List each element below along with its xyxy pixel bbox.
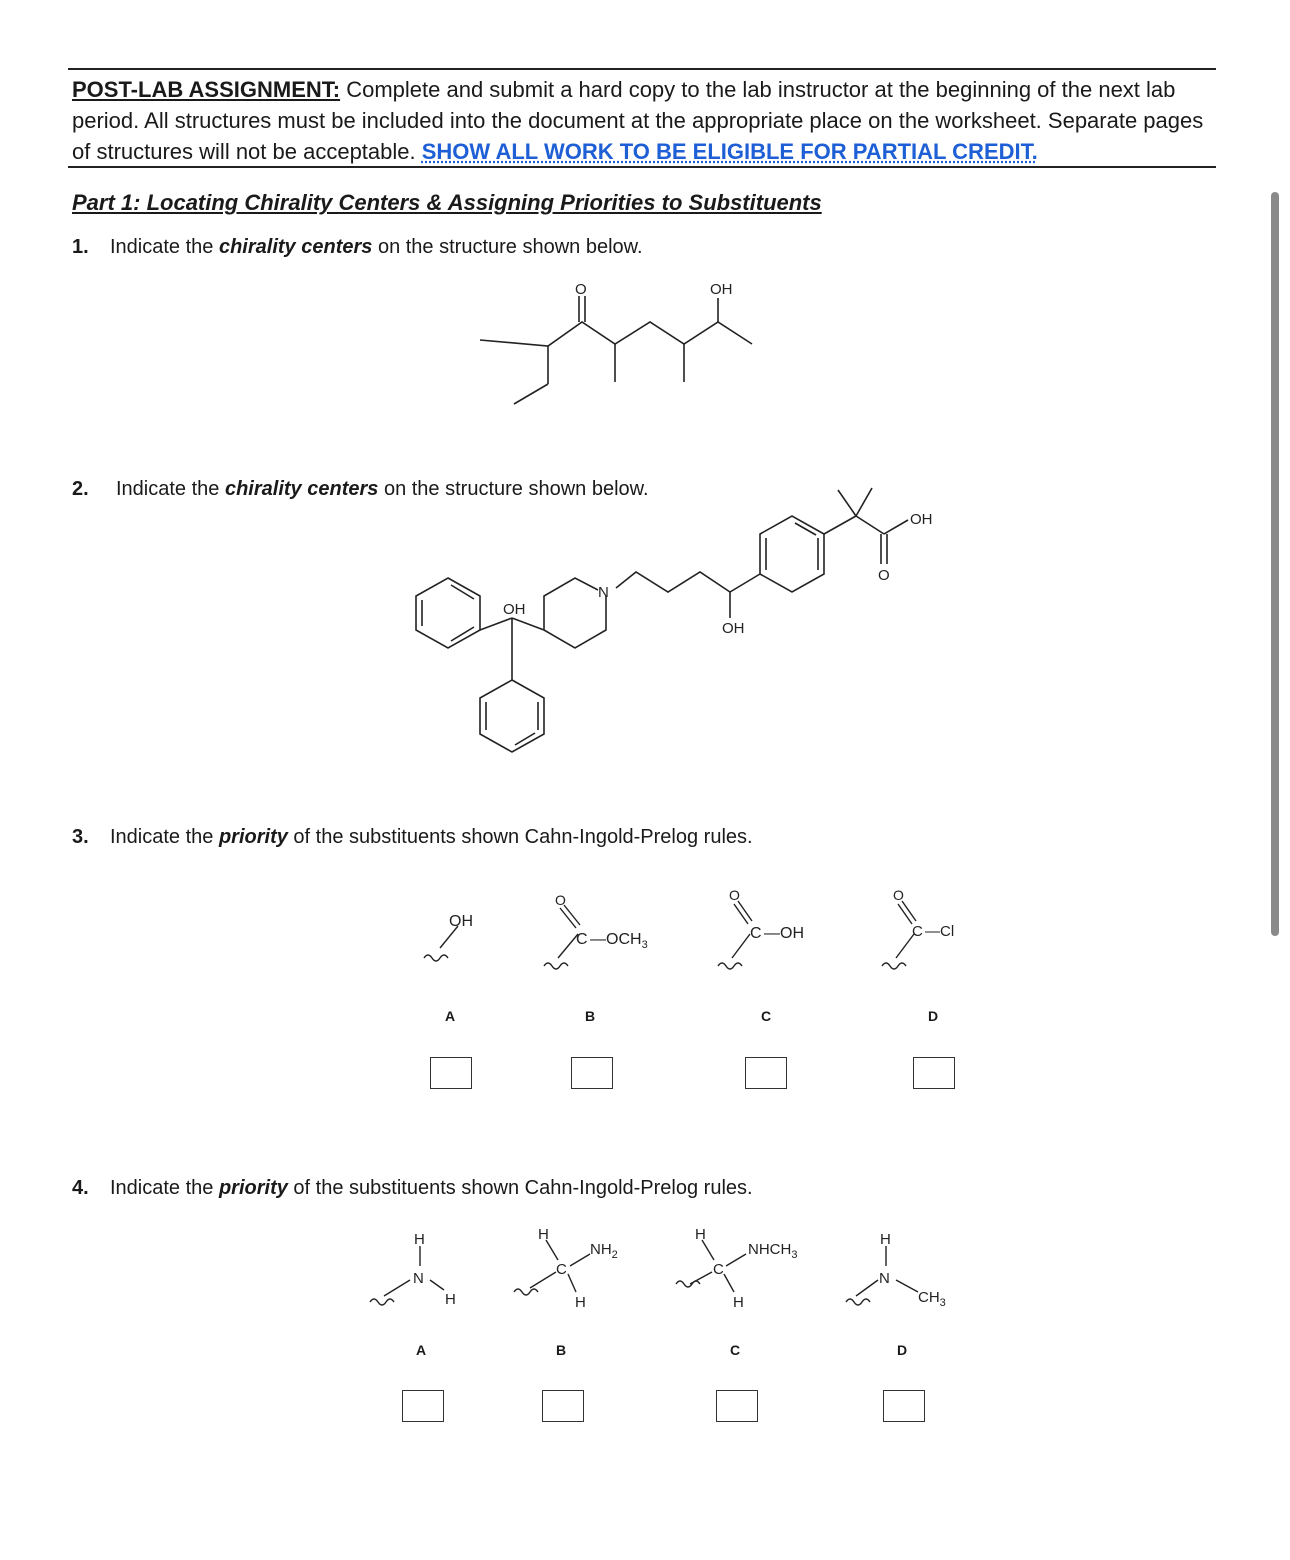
top-rule [68, 68, 1216, 70]
question-1-emphasis: chirality centers [218, 236, 373, 258]
q3-label-d: D [928, 1008, 939, 1024]
q3-c-oxygen: O [729, 887, 740, 903]
q4-b-amine-text: NH [590, 1241, 612, 1258]
q4-d-methyl [918, 1289, 946, 1309]
question-3 [72, 826, 753, 849]
q4-b-hydrogen-1: H [538, 1226, 549, 1243]
question-3-number: 3. [72, 826, 89, 848]
question-1-post: on the structure shown below. [372, 236, 643, 258]
q3-b-oxygen: O [555, 892, 566, 908]
question-1 [72, 236, 643, 259]
q4-d-methyl-text: CH [918, 1289, 940, 1306]
q3-b-group-text: —OCH [590, 931, 642, 948]
q4-c-subscript: 3 [791, 1249, 798, 1261]
q4-c-amine-text: NHCH [748, 1241, 792, 1258]
q4-c-hydrogen-1: H [695, 1226, 706, 1243]
q4-answer-box-a[interactable] [402, 1390, 444, 1422]
question-4-pre: Indicate the [110, 1177, 219, 1199]
q4-b-subscript: 2 [611, 1249, 618, 1261]
molecule-2-hydroxyl-1: OH [503, 601, 526, 618]
q3-label-c: C [761, 1008, 772, 1024]
question-4-post: of the substituents shown Cahn-Ingold-Prelog rules. [287, 1177, 753, 1199]
q3-b-group [590, 931, 648, 951]
molecule-1-structure [0, 270, 1290, 450]
molecule-2-hydroxyl-2: OH [722, 620, 745, 637]
q4-b-carbon: C [556, 1261, 567, 1278]
question-3-post: of the substituents shown Cahn-Ingold-Prelog rules. [287, 826, 753, 848]
q3-answer-box-b[interactable] [571, 1057, 613, 1089]
q4-a-hydrogen-1: H [414, 1231, 425, 1248]
q4-answer-box-c[interactable] [716, 1390, 758, 1422]
header-body: Complete and submit a hard copy to the lab instructor at the beginning of the next lab period. All structures must be included into the document at the appropriate place on the worksheet. Separate pages of structures will not be acceptable. [72, 77, 1204, 164]
q3-b-subscript: 3 [641, 939, 648, 951]
q4-a-hydrogen-2: H [445, 1291, 456, 1308]
q4-label-d: D [897, 1342, 908, 1358]
q3-answer-box-c[interactable] [745, 1057, 787, 1089]
partial-credit-link[interactable]: SHOW ALL WORK TO BE ELIGIBLE FOR PARTIAL CREDIT. [421, 139, 1038, 164]
q4-b-hydrogen-2: H [575, 1294, 586, 1311]
question-3-emphasis: priority [218, 826, 288, 848]
part1-title: Part 1: Locating Chirality Centers & Assigning Priorities to Substituents [72, 190, 822, 215]
question-4-number: 4. [72, 1177, 89, 1199]
q4-d-subscript: 3 [939, 1297, 946, 1309]
q3-a-hydroxyl: OH [449, 913, 473, 930]
molecule-2-hydroxyl-3: OH [910, 511, 933, 528]
q3-c-group: —OH [764, 925, 804, 942]
q3-answer-box-a[interactable] [430, 1057, 472, 1089]
q4-d-nitrogen: N [879, 1270, 890, 1287]
q4-answer-box-d[interactable] [883, 1390, 925, 1422]
q4-label-c: C [730, 1342, 741, 1358]
header-lead: POST-LAB ASSIGNMENT: [72, 77, 341, 102]
vertical-scrollbar[interactable] [1271, 192, 1279, 936]
q3-label-a: A [445, 1008, 456, 1024]
q3-c-carbon: C [750, 925, 762, 942]
q4-c-hydrogen-2: H [733, 1294, 744, 1311]
q3-label-b: B [585, 1008, 596, 1024]
molecule-2-structure [0, 480, 1290, 760]
question-1-number: 1. [72, 236, 89, 258]
question-4-emphasis: priority [218, 1177, 288, 1199]
q4-a-nitrogen: N [413, 1270, 424, 1287]
question-4 [72, 1177, 753, 1200]
q4-substituents [0, 1220, 1290, 1330]
q3-d-carbon: C [912, 923, 923, 940]
question-2-post: on the structure shown below. [378, 478, 649, 500]
q4-d-hydrogen: H [880, 1231, 891, 1248]
q3-b-carbon: C [576, 931, 588, 948]
question-2-pre: Indicate the [116, 478, 225, 500]
molecule-2-nitrogen: N [598, 584, 609, 601]
molecule-2-oxygen: O [878, 567, 890, 584]
q4-answer-box-b[interactable] [542, 1390, 584, 1422]
bottom-rule [68, 166, 1216, 168]
q3-answer-box-d[interactable] [913, 1057, 955, 1089]
q4-c-carbon: C [713, 1261, 724, 1278]
question-2-number: 2. [72, 478, 89, 500]
q4-c-amine [748, 1241, 797, 1261]
q4-b-amine [590, 1241, 618, 1261]
q4-label-a: A [416, 1342, 427, 1358]
molecule-1-hydroxyl: OH [710, 281, 733, 298]
question-2-emphasis: chirality centers [224, 478, 379, 500]
q3-d-group: —Cl [925, 923, 955, 940]
question-3-pre: Indicate the [110, 826, 219, 848]
q4-label-b: B [556, 1342, 567, 1358]
post-lab-header [72, 74, 1222, 167]
q3-substituents [0, 880, 1290, 990]
q3-d-oxygen: O [893, 887, 904, 903]
question-1-pre: Indicate the [110, 236, 219, 258]
molecule-1-oxygen: O [575, 281, 587, 298]
